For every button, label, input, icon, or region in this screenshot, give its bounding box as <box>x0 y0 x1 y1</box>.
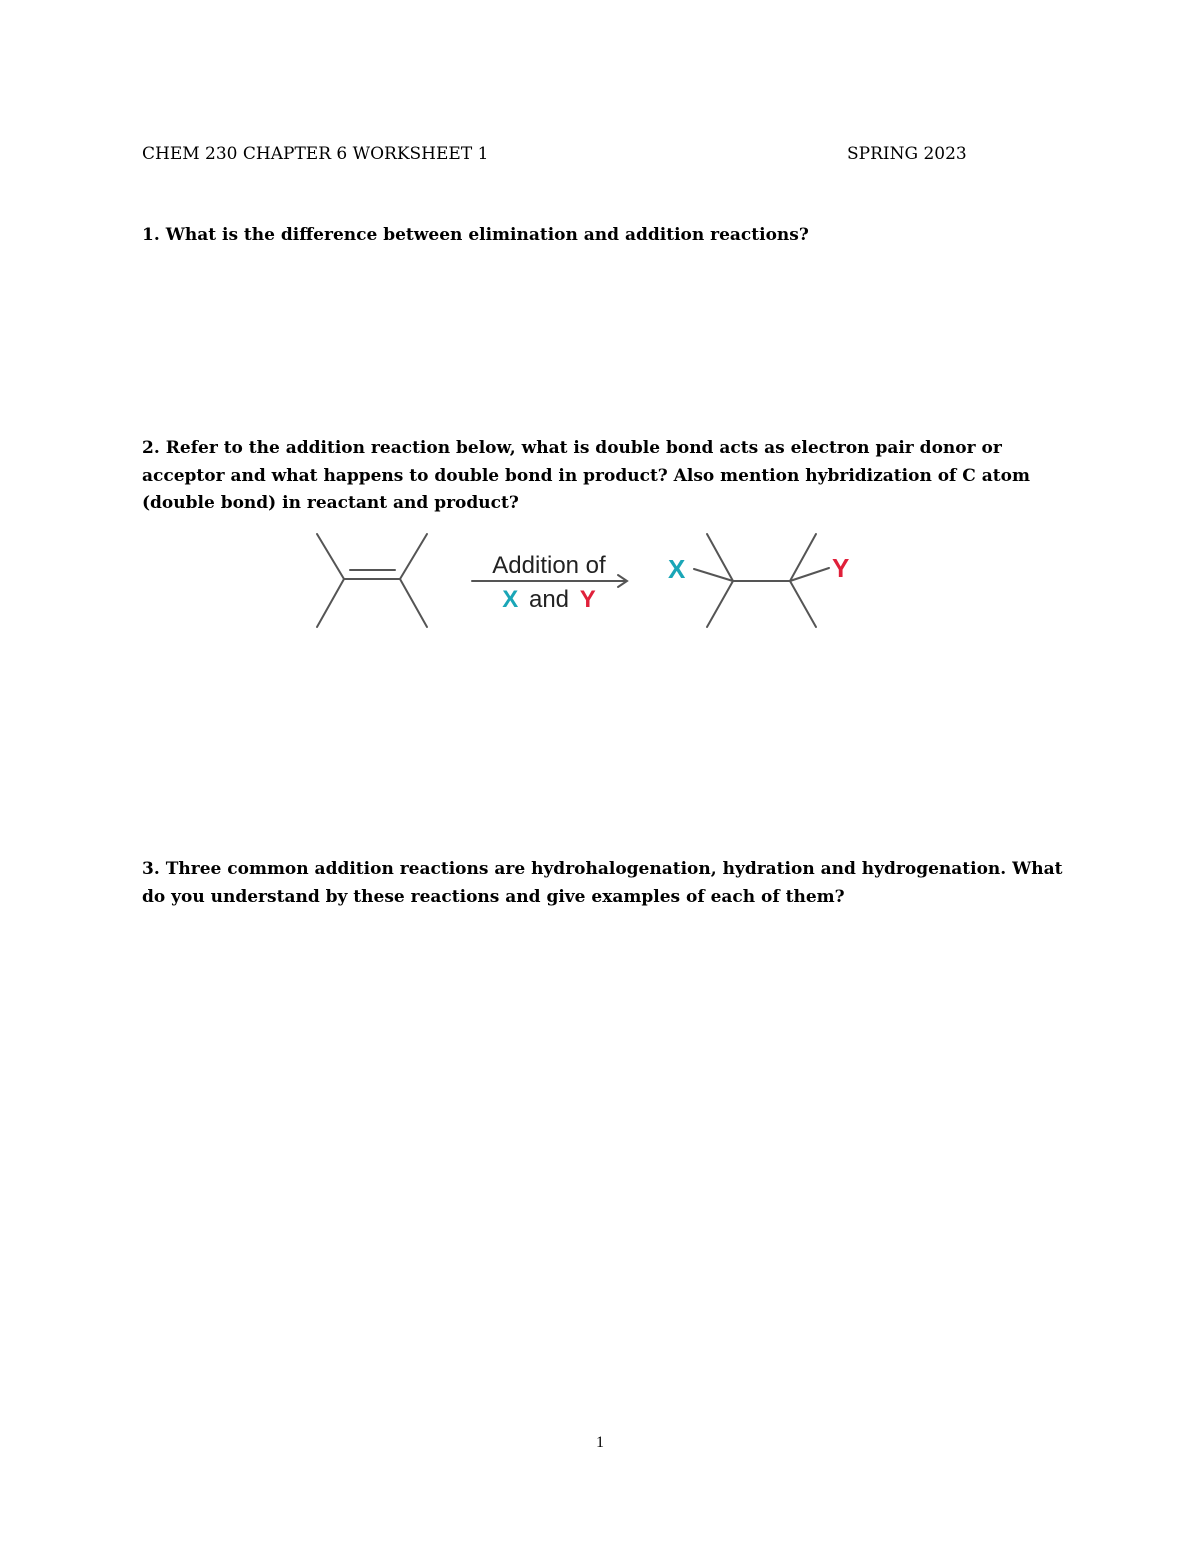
arrow-label-line1: Addition of <box>492 552 606 579</box>
arrow-label-line2 <box>502 586 595 613</box>
question-text: Three common addition reactions are hydrohalogenation, hydration and hydrogenation. What do you understand by these reactions and give examples of each of them? <box>142 859 1063 907</box>
course-title: CHEM 230 CHAPTER 6 WORKSHEET 1 <box>142 144 489 164</box>
question-1 <box>142 222 1072 250</box>
question-text: Refer to the addition reaction below, what is double bond acts as electron pair donor or acceptor and what happens to double bond in product? Also mention hybridization of C atom (double bond) in reactant and product? <box>142 438 1030 513</box>
question-3 <box>142 856 1072 911</box>
question-number: 2. <box>142 438 160 458</box>
question-text: What is the difference between elimination and addition reactions? <box>165 225 809 245</box>
question-number: 1. <box>142 225 160 245</box>
bond-line <box>317 579 344 627</box>
addition-reaction-diagram <box>300 525 860 635</box>
bond-line <box>400 534 427 579</box>
question-number: 3. <box>142 859 160 879</box>
term-label: SPRING 2023 <box>847 144 967 164</box>
product-y: Y <box>832 553 850 583</box>
question-2 <box>142 435 1072 518</box>
bond-line <box>790 581 816 627</box>
bond-line <box>707 581 733 627</box>
page-number: 1 <box>596 1434 604 1451</box>
label-x: X <box>502 586 519 613</box>
product-x: X <box>668 554 686 584</box>
bond-line <box>400 579 427 627</box>
bond-line <box>317 534 344 579</box>
label-y: Y <box>579 586 596 613</box>
label-and: and <box>528 586 570 613</box>
